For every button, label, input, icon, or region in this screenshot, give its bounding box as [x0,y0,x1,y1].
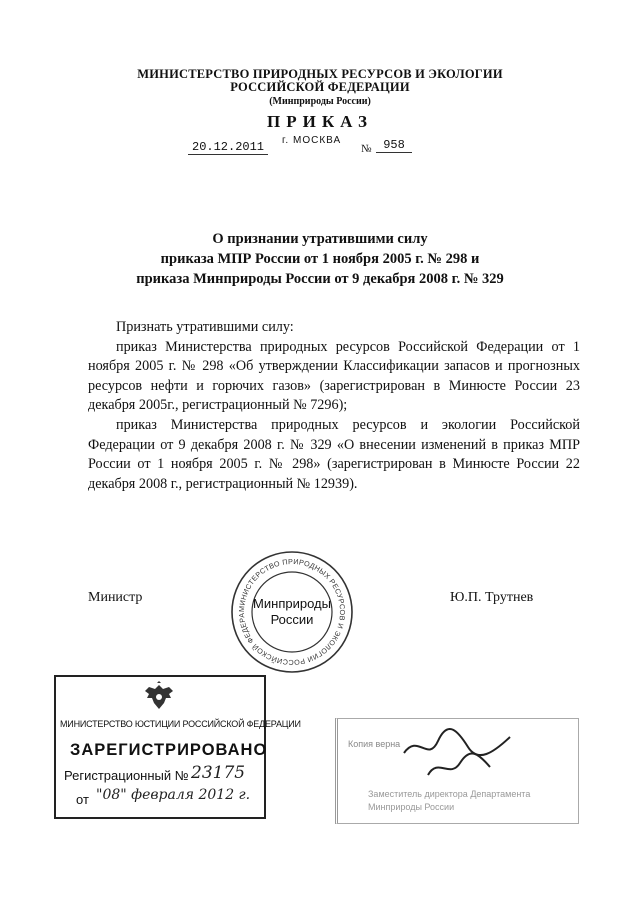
visa-line2: Заместитель директора Департамента [368,789,531,799]
visa-line3: Минприроды России [368,802,455,812]
double-headed-eagle-icon [141,681,177,713]
ministry-short-name: (Минприроды России) [269,96,371,107]
registration-stamp [54,675,301,819]
ministry-name-line1: МИНИСТЕРСТВО ПРИРОДНЫХ РЕСУРСОВ И ЭКОЛОГИИ [137,67,503,81]
title-line2: приказа МПР России от 1 ноября 2005 г. № 298 и [160,251,480,267]
document-date: 20.12.2011 [188,140,268,155]
document-body [88,318,580,494]
body-intro: Признать утратившими силу: [116,319,294,335]
stamp-status: ЗАРЕГИСТРИРОВАНО [70,741,268,759]
signatory-position: Министр [88,590,143,605]
stamp-reg-label: Регистрационный № [64,768,189,783]
signatory-name: Ю.П. Трутнев [450,590,534,605]
seal-center [230,596,354,628]
ministry-seal [230,550,354,674]
stamp-ministry: МИНИСТЕРСТВО ЮСТИЦИИ РОССИЙСКОЙ ФЕДЕРАЦИИ [60,719,301,729]
visa-line1: Копия верна [348,739,401,749]
seal-ring-text: МИНИСТЕРСТВО ПРИРОДНЫХ РЕСУРСОВ И ЭКОЛОГИИ РОССИЙСКОЙ ФЕДЕРА [236,556,348,668]
body-item-1: приказ Министерства природных ресурсов Российской Федерации от 1 ноября 2005 г. № 298 «Об утверждении Классификации запасов и прогнозных ресурсов нефти и горючих газов» (зарегистрирован в Минюсте России 23 декабря 2005г., регистрационный № 7296); [88,338,580,414]
document-city: г. МОСКВА [282,135,342,146]
number-prefix: № [361,143,372,155]
stamp-reg-number: 23175 [191,763,246,783]
seal-center-line2: России [270,612,314,627]
title-line3: приказа Минприроды России от 9 декабря 2008 г. № 329 [136,271,504,287]
stamp-date-value: "08" февраля 2012 г. [96,787,251,803]
document-type: ПРИКАЗ [267,112,373,131]
seal-center-line1: Минприроды [253,596,331,611]
certification-stamp [335,718,579,824]
stamp-date-label: от [76,792,89,807]
handwritten-signature [398,723,518,783]
body-item-2: приказ Министерства природных ресурсов и экологии Российской Федерации от 9 декабря 2008 г. № 329 «О внесении изменений в приказ МПР России от 1 ноября 2005 г. № 298» (зарегистрирован в Минюсте России 22 декабря 2008 г., регистрационный № 12939). [88,416,580,492]
document-number: 958 [376,138,412,153]
title-line1: О признании утратившими силу [212,231,428,247]
ministry-name-line2: РОССИЙСКОЙ ФЕДЕРАЦИИ [230,80,410,94]
